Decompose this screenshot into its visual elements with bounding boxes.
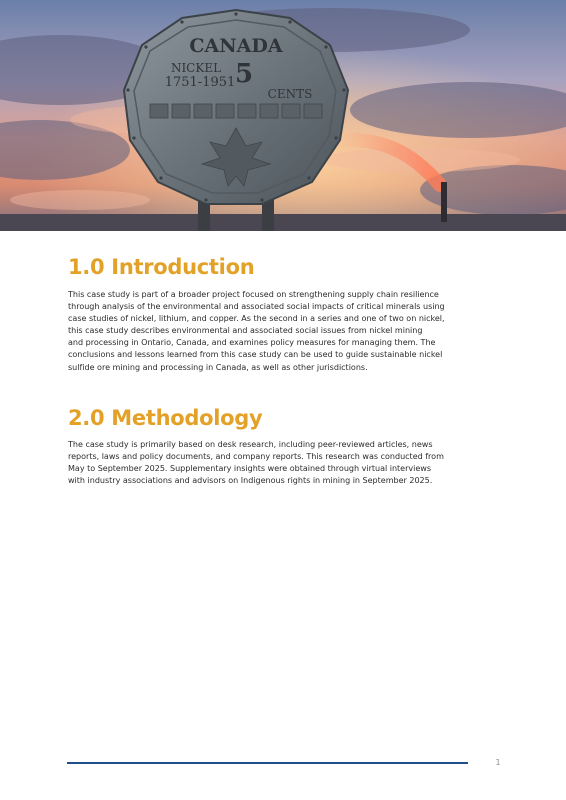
introduction-section [68, 253, 498, 374]
methodology-section [68, 404, 498, 487]
methodology-heading: 2.0 Methodology [68, 406, 263, 430]
intro-line: case studies of nickel, lithium, and copper. As the second in a series and one of two on nickel, [68, 314, 445, 324]
coin-text-top: CANADA [189, 35, 283, 57]
intro-line: through analysis of the environmental and associated social impacts of critical minerals using [68, 302, 445, 312]
footer-rule [67, 762, 468, 764]
introduction-paragraph [68, 289, 498, 374]
intro-line: conclusions and lessons learned from this case study can be used to guide sustainable nickel [68, 350, 443, 360]
methodology-line: May to September 2025. Supplementary insights were obtained through virtual interviews [68, 464, 432, 474]
intro-line: this case study describes environmental and associated social issues from nickel mining [68, 326, 423, 336]
introduction-heading: 1.0 Introduction [68, 255, 255, 279]
intro-line: and processing in Ontario, Canada, and examines policy measures for managing them. The [68, 338, 436, 348]
intro-line: sulfide ore mining and processing in Canada, as well as other jurisdictions. [68, 362, 368, 372]
intro-line: This case study is part of a broader project focused on strengthening supply chain resilience [68, 290, 439, 299]
big-nickel-photo [0, 0, 566, 231]
coin-text-years: 1751-1951 [164, 75, 236, 90]
hero-image [0, 0, 566, 231]
page-number: 1 [495, 758, 501, 767]
methodology-line: reports, laws and policy documents, and company reports. This research was conducted from [68, 452, 444, 462]
coin-text-left: NICKEL [170, 61, 222, 75]
methodology-line: The case study is primarily based on desk research, including peer-reviewed articles, news [68, 440, 433, 449]
methodology-line: with industry associations and advisors on Indigenous rights in mining in September 2025. [68, 476, 433, 486]
coin-text-value: 5 [234, 59, 254, 89]
coin-text-right: CENTS [267, 87, 313, 101]
methodology-paragraph [68, 439, 498, 487]
